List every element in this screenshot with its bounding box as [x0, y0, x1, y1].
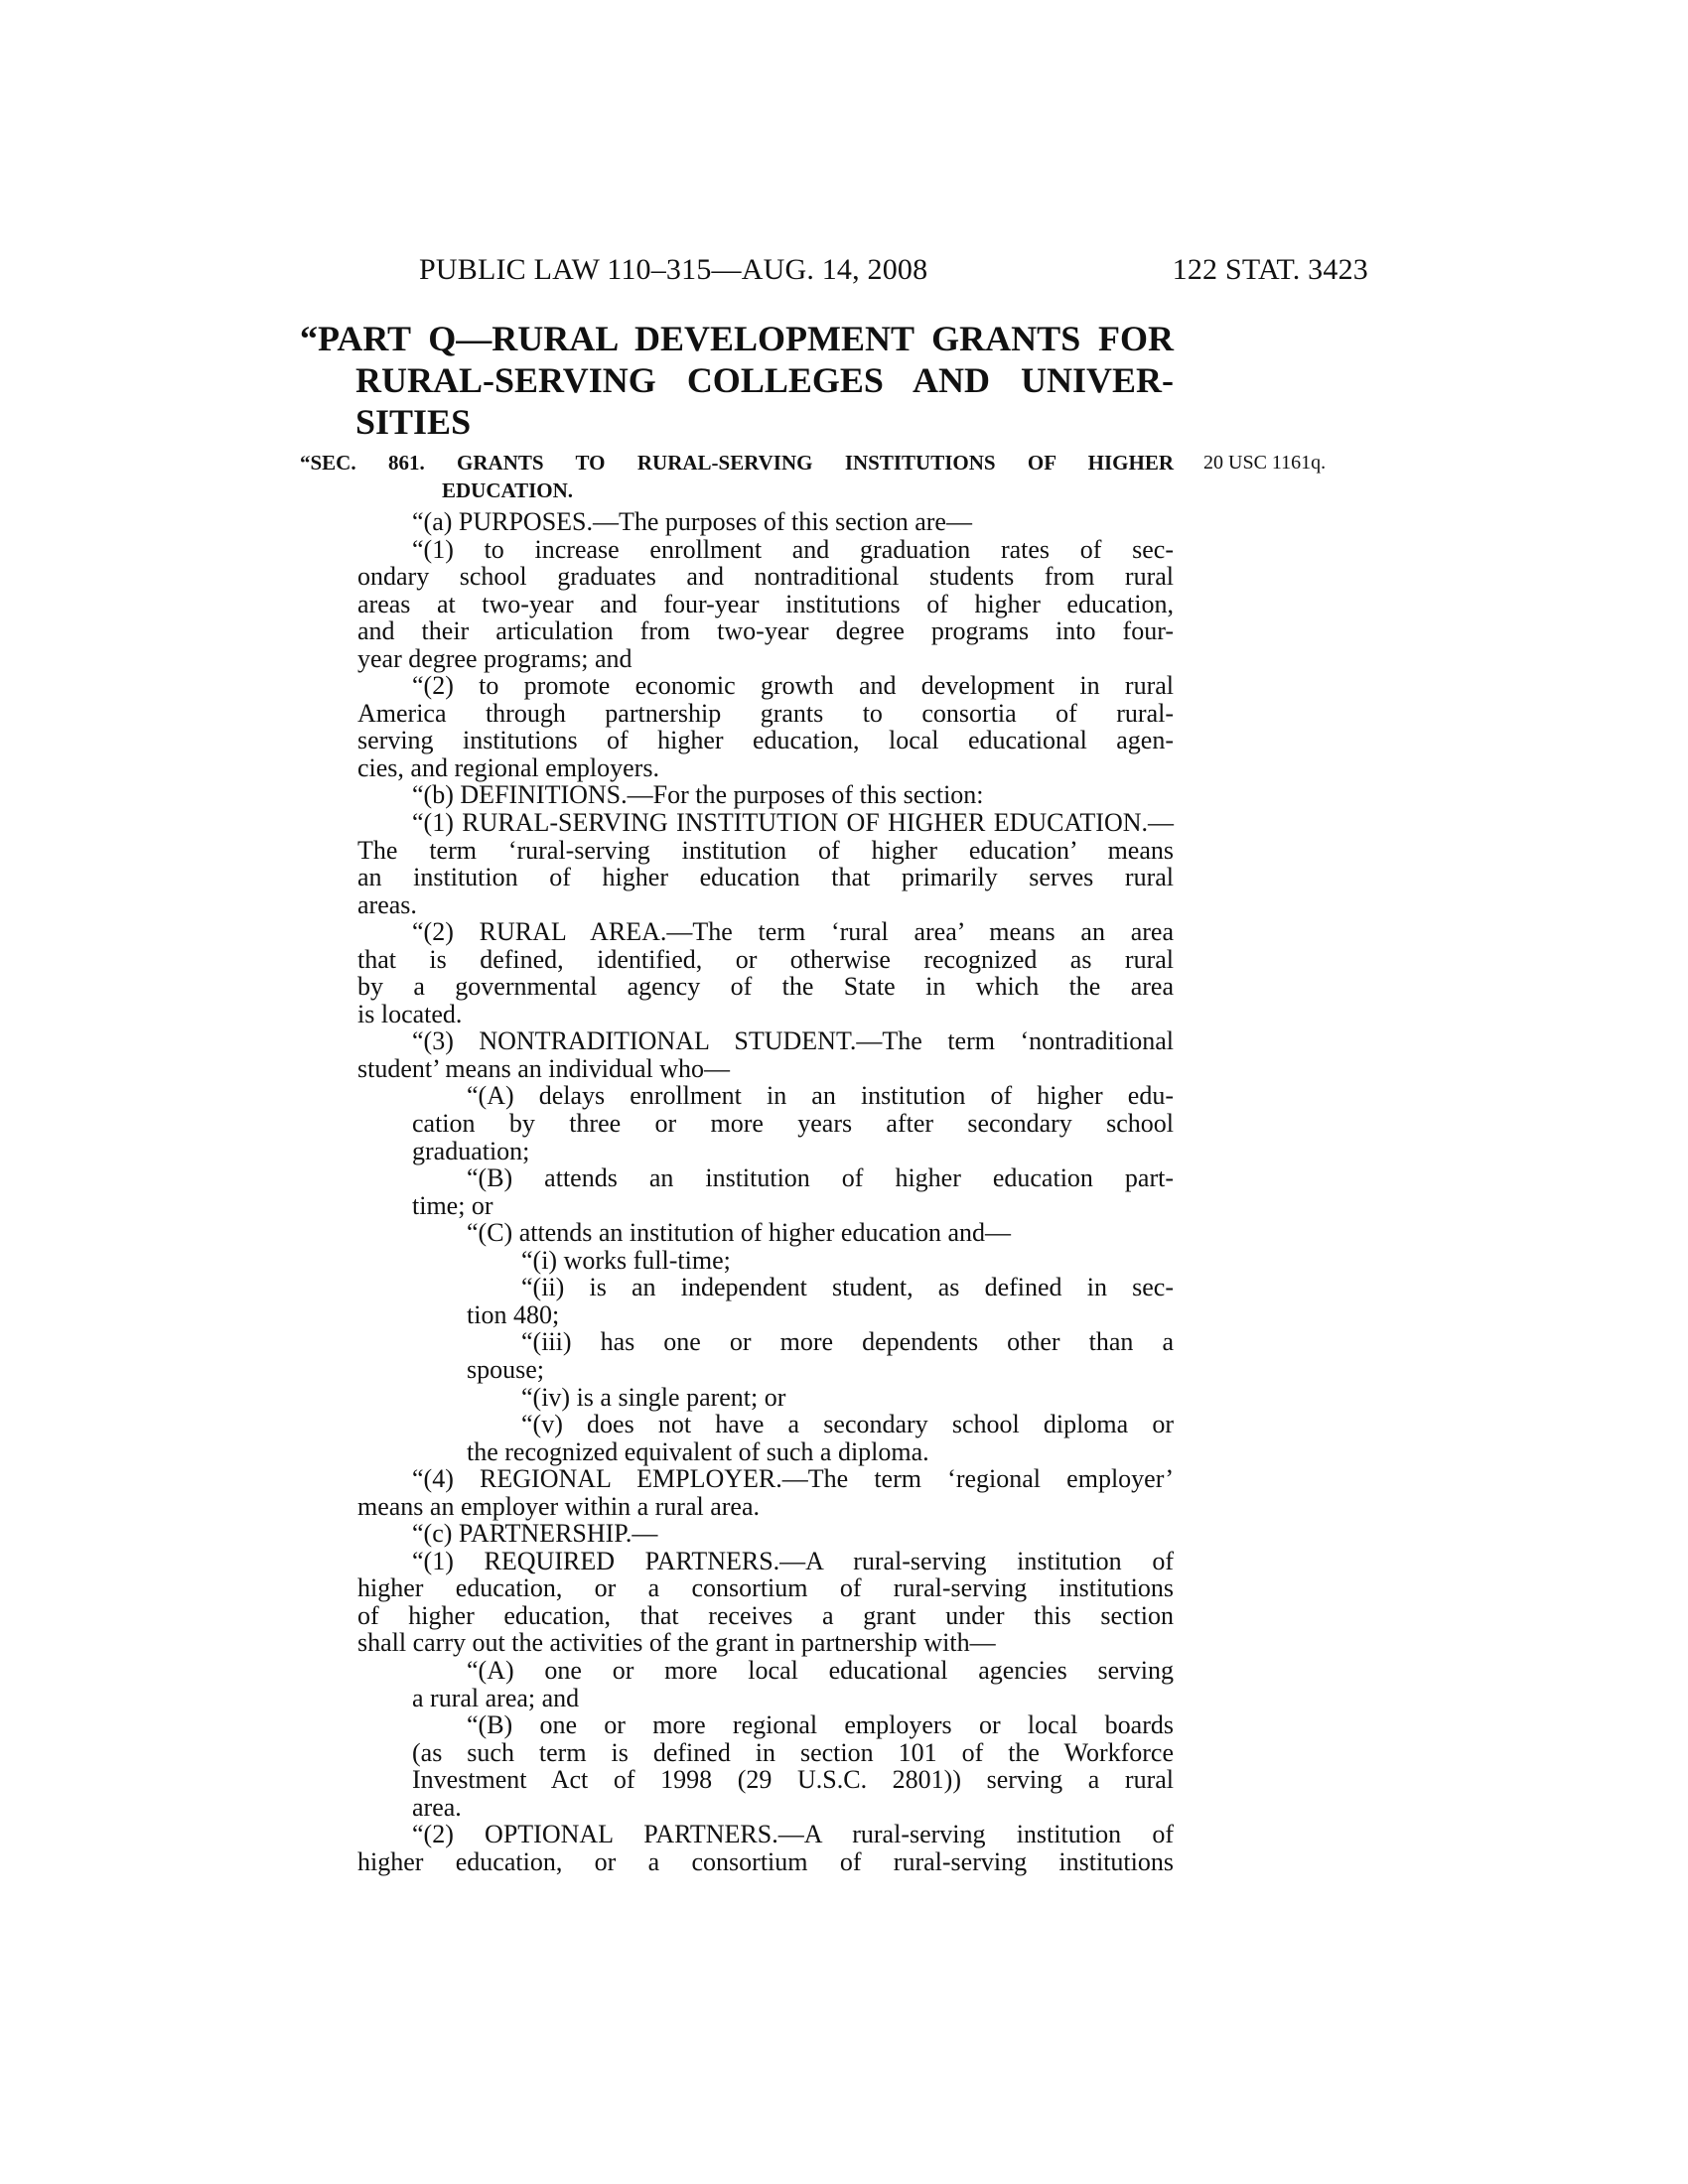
part-title-line: SITIES [355, 402, 472, 442]
body-line: ondary school graduates and nontraditional students from rural [357, 562, 1174, 592]
body-line: “(i) works full-time; [521, 1245, 731, 1275]
body-line: “(A) one or more local educational agencies serving [467, 1655, 1174, 1685]
body-line: graduation; [412, 1136, 530, 1165]
body-line: “(c) PARTNERSHIP.— [412, 1519, 658, 1549]
body-line: “(b) DEFINITIONS.—For the purposes of this section: [412, 780, 984, 810]
body-line: “(4) REGIONAL EMPLOYER.—The term ‘regional employer’ [412, 1464, 1174, 1494]
body-line: Investment Act of 1998 (29 U.S.C. 2801)) serving a rural [412, 1765, 1174, 1795]
body-line: “(C) attends an institution of higher education and— [467, 1218, 1012, 1248]
body-line: “(2) RURAL AREA.—The term ‘rural area’ means an area [412, 917, 1174, 947]
usc-margin-note: 20 USC 1161q. [1203, 452, 1327, 474]
body-line: student’ means an individual who— [357, 1053, 731, 1083]
body-line: “(3) NONTRADITIONAL STUDENT.—The term ‘nontraditional [412, 1026, 1174, 1056]
body-line: of higher education, that receives a grant under this section [357, 1600, 1174, 1630]
body-line: “(1) to increase enrollment and graduation rates of sec- [412, 534, 1174, 564]
section-heading [300, 449, 1174, 504]
body-line: serving institutions of higher education, local educational agen- [357, 726, 1174, 755]
body-line: time; or [412, 1190, 493, 1220]
body-line: that is defined, identified, or otherwise recognized as rural [357, 944, 1174, 974]
body-line: “(B) attends an institution of higher education part- [467, 1163, 1174, 1193]
body-line: “(B) one or more regional employers or local boards [467, 1710, 1174, 1740]
running-head [357, 250, 1368, 290]
body-line: (as such term is defined in section 101 of the Workforce [412, 1737, 1174, 1767]
body-line: “(a) PURPOSES.—The purposes of this section are— [412, 507, 972, 536]
section-heading-line: EDUCATION. [442, 478, 574, 502]
body-line: “(2) OPTIONAL PARTNERS.—A rural-serving institution of [412, 1820, 1174, 1849]
body-line: higher education, or a consortium of rural-serving institutions [357, 1846, 1174, 1876]
body-line: “(v) does not have a secondary school diploma or [521, 1410, 1174, 1439]
body-line: shall carry out the activities of the grant in partnership with— [357, 1628, 996, 1658]
body-line: the recognized equivalent of such a diploma. [467, 1436, 929, 1466]
section-body [357, 508, 1174, 1875]
body-line: area. [412, 1792, 462, 1822]
body-line: spouse; [467, 1354, 544, 1384]
body-line: “(A) delays enrollment in an institution of higher edu- [467, 1081, 1174, 1111]
body-line: cies, and regional employers. [357, 752, 659, 782]
part-title [300, 318, 1174, 443]
body-line: “(1) RURAL-SERVING INSTITUTION OF HIGHER EDUCATION.— [412, 808, 1174, 838]
body-line: higher education, or a consortium of rural-serving institutions [357, 1573, 1174, 1603]
body-line: by a governmental agency of the State in which the area [357, 972, 1174, 1002]
body-line: “(ii) is an independent student, as defined in sec- [521, 1273, 1174, 1302]
body-line: cation by three or more years after secondary school [412, 1109, 1174, 1139]
body-line: “(1) REQUIRED PARTNERS.—A rural-serving institution of [412, 1546, 1174, 1575]
body-line: areas. [357, 889, 417, 919]
body-line: is located. [357, 999, 463, 1028]
body-line: year degree programs; and [357, 643, 633, 673]
body-line: a rural area; and [412, 1683, 580, 1712]
body-line: America through partnership grants to consortia of rural- [357, 698, 1174, 728]
body-line: “(iii) has one or more dependents other than a [521, 1327, 1174, 1357]
body-line: The term ‘rural-serving institution of higher education’ means [357, 835, 1174, 865]
running-head-page-number: 122 STAT. 3423 [1172, 253, 1368, 286]
body-line: areas at two-year and four-year institutions of higher education, [357, 589, 1174, 618]
body-line: “(2) to promote economic growth and development in rural [412, 671, 1174, 701]
section-heading-line: “SEC. 861. GRANTS TO RURAL-SERVING INSTITUTIONS OF HIGHER [300, 451, 1174, 475]
part-title-line: “PART Q—RURAL DEVELOPMENT GRANTS FOR [300, 319, 1174, 358]
part-title-line: RURAL-SERVING COLLEGES AND UNIVER- [355, 360, 1174, 400]
body-line: an institution of higher education that primarily serves rural [357, 863, 1174, 892]
body-line: means an employer within a rural area. [357, 1491, 760, 1521]
body-line: and their articulation from two-year degree programs into four- [357, 616, 1174, 646]
body-line: tion 480; [467, 1299, 560, 1329]
body-line: “(iv) is a single parent; or [521, 1382, 786, 1412]
running-head-citation: PUBLIC LAW 110–315—AUG. 14, 2008 [419, 253, 928, 286]
